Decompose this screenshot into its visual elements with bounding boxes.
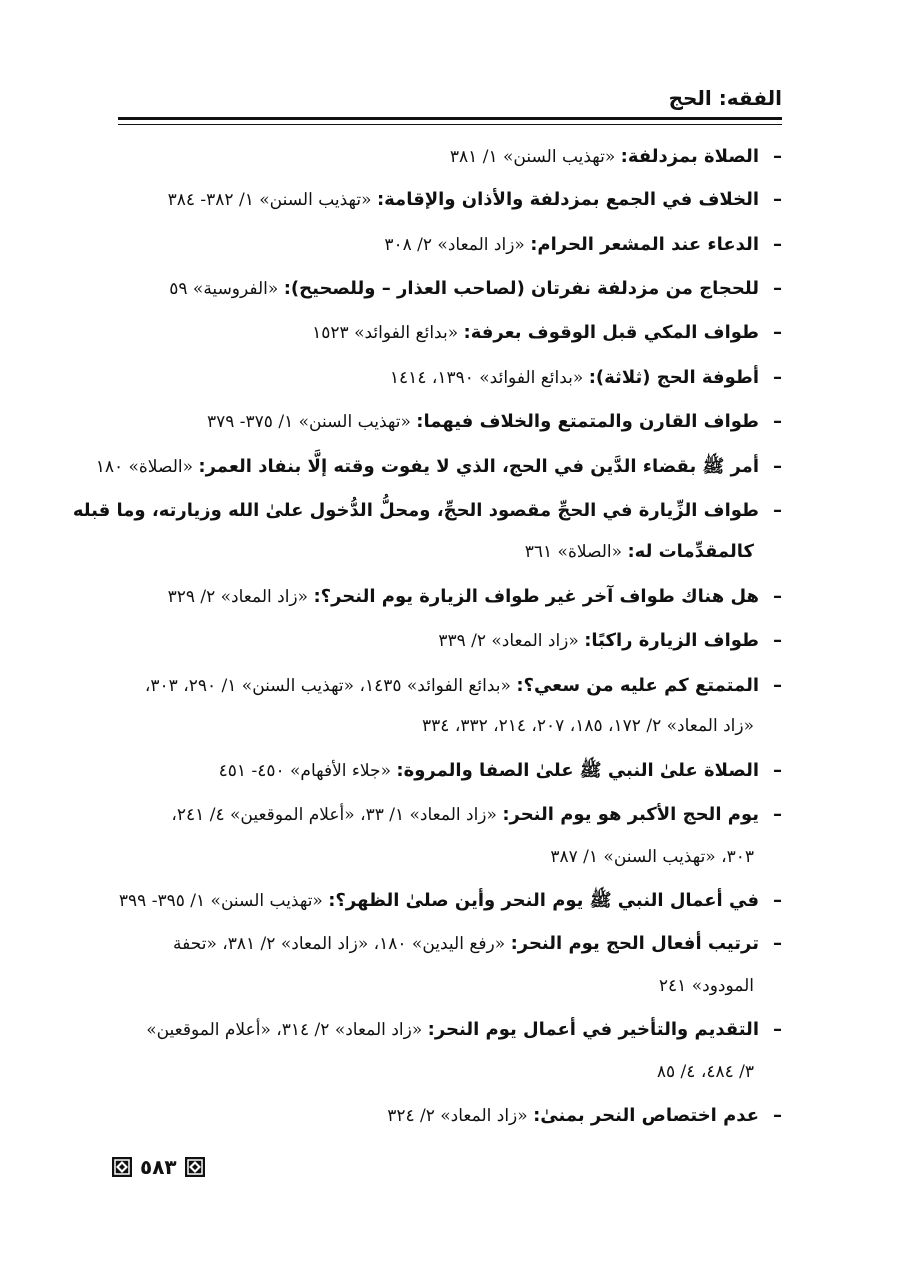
running-head: الفقه: الحج [668,86,782,110]
entry-dash: – [773,1105,782,1126]
entry-reference: «زاد المعاد» ٢/ ٣٢٤ [387,1106,534,1126]
entry-reference: «الصلاة» ١٨٠ [95,457,199,477]
entry-dash: – [773,933,782,954]
ornament-icon [112,1157,132,1177]
entry-reference: «تهذيب السنن» ١/ ٣٨٢- ٣٨٤ [167,190,377,210]
entry-topic: كالمقدِّمات له: [627,541,754,562]
entry-dash: – [773,278,782,299]
entry-reference: ٣/ ٤٨٤، ٤/ ٨٥ [656,1062,754,1082]
index-entry-continuation [659,972,754,1000]
entry-dash: – [773,500,782,521]
entry-reference: «زاد المعاد» ٢/ ١٧٢، ١٨٥، ٢٠٧، ٢١٤، ٣٣٢، ٣٣٤ [422,716,754,736]
entry-reference: «تهذيب السنن» ١/ ٣٧٥- ٣٧٩ [206,412,417,432]
index-entry [207,408,782,436]
entry-dash: – [773,456,782,477]
folio [112,1152,205,1182]
entry-topic: الصلاة علىٰ النبي ﷺ علىٰ الصفا والمروة: [396,760,759,781]
entry-topic: عدم اختصاص النحر بمنىٰ: [533,1105,759,1126]
entry-reference: «الفروسية» ٥٩ [169,279,284,299]
index-entry-continuation [550,843,754,871]
entry-topic: أمر ﷺ بقضاء الدَّين في الحج، الذي لا يفوت وقته إلَّا بنفاد العمر: [198,456,759,477]
index-entry [96,453,782,481]
index-entry [171,801,782,829]
entry-topic: ترتيب أفعال الحج يوم النحر: [510,933,759,954]
entry-reference: «جلاء الأفهام» ٤٥٠- ٤٥١ [218,761,397,781]
index-entry [312,319,782,347]
index-entry-continuation [657,1058,754,1086]
entry-reference: «تهذيب السنن» ١/ ٣٨١ [449,147,621,167]
entry-reference: «زاد المعاد» ١/ ٣٣، «أعلام الموقعين» ٤/ ٢٤١، [171,805,503,825]
entry-reference: «زاد المعاد» ٢/ ٣٠٨ [384,235,531,255]
entry-topic: طواف الزيارة راكبًا: [584,630,759,651]
entry-reference: «بدائع الفوائد» ١٤٣٥، «تهذيب السنن» ١/ ٢٩٠، ٣٠٣، [144,676,517,696]
index-entry [438,627,782,655]
entry-reference: «بدائع الفوائد» ١٥٢٣ [312,323,464,343]
entry-dash: – [773,890,782,911]
entry-dash: – [773,630,782,651]
index-entry [387,1102,782,1130]
entry-dash: – [773,586,782,607]
entry-dash: – [773,189,782,210]
entry-topic: هل هناك طواف آخر غير طواف الزيارة يوم النحر؟: [313,586,759,607]
entry-reference: «رفع اليدين» ١٨٠، «زاد المعاد» ٢/ ٣٨١، «تحفة [173,934,511,954]
ornament-icon [185,1157,205,1177]
entry-dash: – [773,411,782,432]
entry-topic: التقديم والتأخير في أعمال يوم النحر: [427,1019,759,1040]
entry-topic: طواف المكي قبل الوقوف بعرفة: [463,322,759,343]
index-entry [168,583,782,611]
entry-topic: طواف الزِّيارة في الحجِّ مقصود الحجِّ، ومحلُّ الدُّخول علىٰ الله وزيارته، وما قبله [72,500,759,521]
entry-topic: في أعمال النبي ﷺ يوم النحر وأين صلىٰ الظهر؟: [328,890,759,911]
index-entry [219,757,782,785]
entry-topic: أطوفة الحج (ثلاثة): [588,367,759,388]
index-entry [145,672,782,700]
index-entry-continuation [525,538,754,566]
entry-reference: «بدائع الفوائد» ١٣٩٠، ١٤١٤ [389,368,589,388]
entry-reference: «زاد المعاد» ٢/ ٣١٤، «أعلام الموقعين» [146,1020,428,1040]
index-entry [73,497,782,525]
index-entry [146,1016,782,1044]
entry-topic: طواف القارن والمتمتع والخلاف فيهما: [416,411,759,432]
entry-dash: – [773,760,782,781]
entry-topic: للحجاج من مزدلفة نفرتان (لصاحب العذار – وللصحيح): [283,278,759,299]
index-entry-continuation [422,712,754,740]
entry-dash: – [773,234,782,255]
entry-dash: – [773,322,782,343]
index-entry [169,275,782,303]
entry-topic: الدعاء عند المشعر الحرام: [530,234,759,255]
index-entry [450,143,782,171]
entry-reference: المودود» ٢٤١ [658,976,754,996]
page-number: ٥٨٣ [140,1155,177,1179]
index-entry [173,930,782,958]
index-entry [390,364,782,392]
entry-dash: – [773,675,782,696]
entry-dash: – [773,804,782,825]
entry-topic: المتمتع كم عليه من سعي؟: [516,675,759,696]
index-entry [168,186,782,214]
index-entry [119,887,782,915]
entry-topic: يوم الحج الأكبر هو يوم النحر: [502,804,759,825]
entry-dash: – [773,146,782,167]
entry-reference: «الصلاة» ٣٦١ [524,542,628,562]
entry-reference: «زاد المعاد» ٢/ ٣٣٩ [438,631,585,651]
entry-dash: – [773,1019,782,1040]
entry-topic: الصلاة بمزدلفة: [620,146,759,167]
entry-reference: «زاد المعاد» ٢/ ٣٢٩ [167,587,314,607]
entry-reference: ٣٠٣، «تهذيب السنن» ١/ ٣٨٧ [550,847,754,867]
entry-dash: – [773,367,782,388]
entry-topic: الخلاف في الجمع بمزدلفة والأذان والإقامة: [376,189,759,210]
index-entry [384,231,782,259]
entry-reference: «تهذيب السنن» ١/ ٣٩٥- ٣٩٩ [118,891,329,911]
